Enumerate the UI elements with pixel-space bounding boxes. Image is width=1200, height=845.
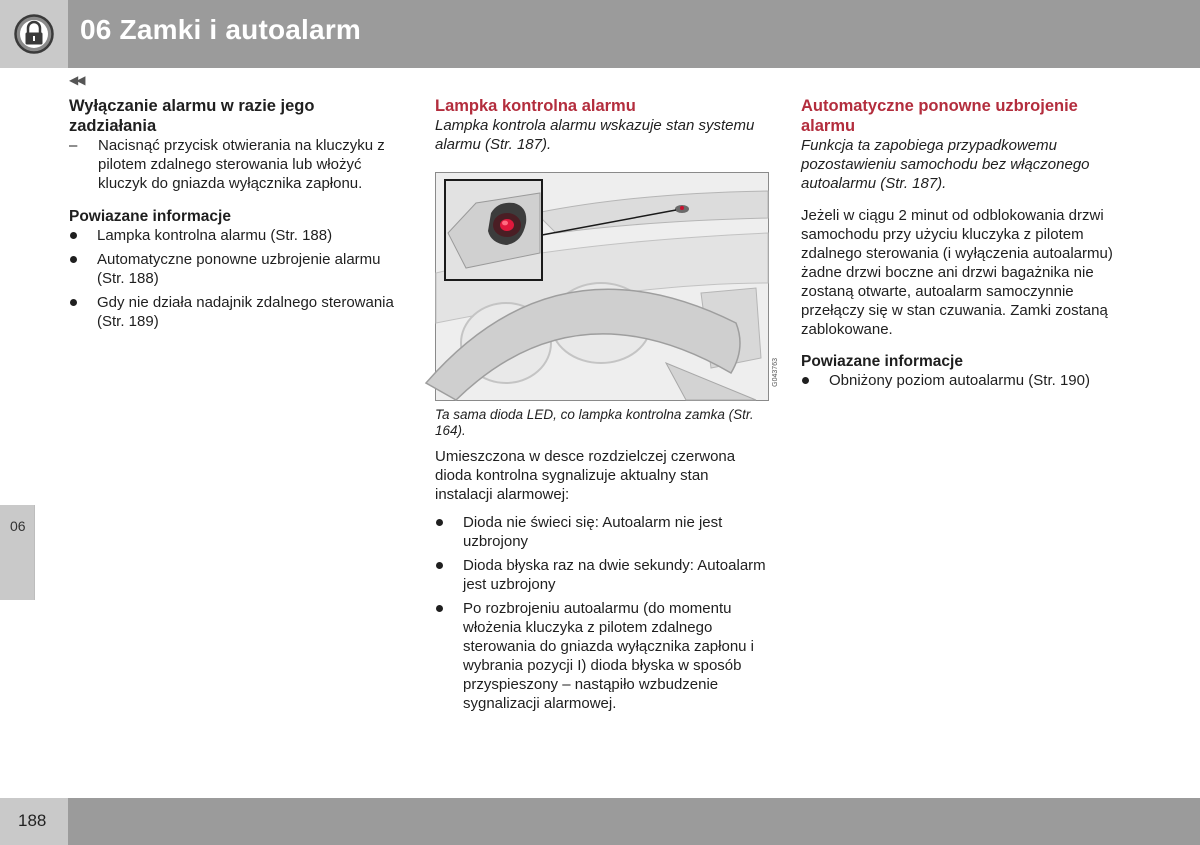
- related-info-heading: Powiazane informacje: [69, 208, 231, 225]
- column-alarm-indicator: [435, 96, 779, 718]
- indicator-state-text: Dioda nie świeci się: Autoalarm nie jest uzbrojony: [463, 514, 723, 550]
- figure-caption: Ta sama dioda LED, co lampka kontrolna zamka (Str. 164).: [435, 407, 754, 438]
- indicator-state: [435, 599, 770, 713]
- related-link[interactable]: [69, 293, 404, 331]
- indicator-state-text: Po rozbrojeniu autoalarmu (do momentu włożenia kluczyka z pilotem zdalnego sterowania do gniazda wyłącznika zapłonu i wybrania pozycji I) dioda błyska w sposób przyspieszony – nastąpiło wzbudzenie sygnalizacji alarmowej.: [463, 600, 755, 712]
- related-link[interactable]: [69, 226, 404, 245]
- figure-code: G043763: [772, 358, 779, 387]
- back-link[interactable]: ◀◀: [69, 73, 84, 87]
- chapter-icon-box: [0, 0, 68, 68]
- related-link[interactable]: [801, 371, 1136, 390]
- section-intro: Lampka kontrola alarmu wskazuje stan systemu alarmu (Str. 187).: [435, 117, 755, 153]
- instruction-step: [69, 136, 404, 193]
- bullet-icon: [802, 377, 809, 384]
- related-info-heading: Powiazane informacje: [801, 353, 963, 370]
- bullet-icon: [70, 232, 77, 239]
- related-link-text: Obniżony poziom autoalarmu (Str. 190): [829, 372, 1090, 389]
- related-link-text: Lampka kontrolna alarmu (Str. 188): [97, 227, 333, 244]
- section-intro: Funkcja ta zapobiega przypadkowemu pozostawieniu samochodu bez włączonego autoalarmu (Str. 187).: [801, 137, 1090, 192]
- related-info-list: [801, 371, 1136, 390]
- section-heading-auto-rearm: Automatyczne ponowne uzbrojenie alarmu: [801, 97, 1078, 135]
- page-number: 188: [18, 811, 47, 830]
- indicator-state-text: Dioda błyska raz na dwie sekundy: Autoalarm jest uzbrojony: [463, 557, 766, 593]
- padlock-icon: [14, 14, 54, 54]
- dashboard-illustration: [435, 172, 779, 401]
- page-footer: [0, 798, 1200, 845]
- column-auto-rearm: [801, 96, 1136, 395]
- dashboard-drawing: [436, 173, 768, 400]
- column-disable-alarm: [69, 96, 404, 336]
- step-dash-marker: –: [69, 137, 78, 154]
- bullet-icon: [436, 519, 443, 526]
- bullet-icon: [436, 562, 443, 569]
- auto-rearm-description: Jeżeli w ciągu 2 minut od odblokowania drzwi samochodu przy użyciu kluczyka z pilotem zdalnego sterowania (i wyłączenia autoalarmu) żadne drzwi boczne ani drzwi bagażnika nie zostaną otwarte, autoalarm samoczynnie przełączy się w stan czuwania. Zamki zostaną zablokowane.: [801, 207, 1113, 338]
- bullet-icon: [436, 605, 443, 612]
- instruction-step-text: Nacisnąć przycisk otwierania na kluczyku z pilotem zdalnego sterowania lub włożyć kluczyk do gniazda wyłącznika zapłonu.: [98, 137, 385, 192]
- indicator-description: Umieszczona w desce rozdzielczej czerwona dioda kontrolna sygnalizuje aktualny stan instalacji alarmowej:: [435, 448, 736, 503]
- related-link-text: Automatyczne ponowne uzbrojenie alarmu (Str. 188): [97, 251, 381, 287]
- section-heading-disable-alarm: Wyłączanie alarmu w razie jego zadziałania: [69, 97, 315, 135]
- related-info-list: [69, 226, 404, 331]
- section-heading-alarm-indicator: Lampka kontrolna alarmu: [435, 97, 636, 115]
- related-link-text: Gdy nie działa nadajnik zdalnego sterowania (Str. 189): [97, 294, 394, 330]
- indicator-states-list: [435, 513, 770, 713]
- bullet-icon: [70, 256, 77, 263]
- chapter-side-tab-label: 06: [10, 518, 26, 534]
- indicator-state: [435, 513, 770, 551]
- related-link[interactable]: [69, 250, 404, 288]
- bullet-icon: [70, 299, 77, 306]
- chapter-title: 06 Zamki i autoalarm: [80, 14, 362, 45]
- indicator-state: [435, 556, 770, 594]
